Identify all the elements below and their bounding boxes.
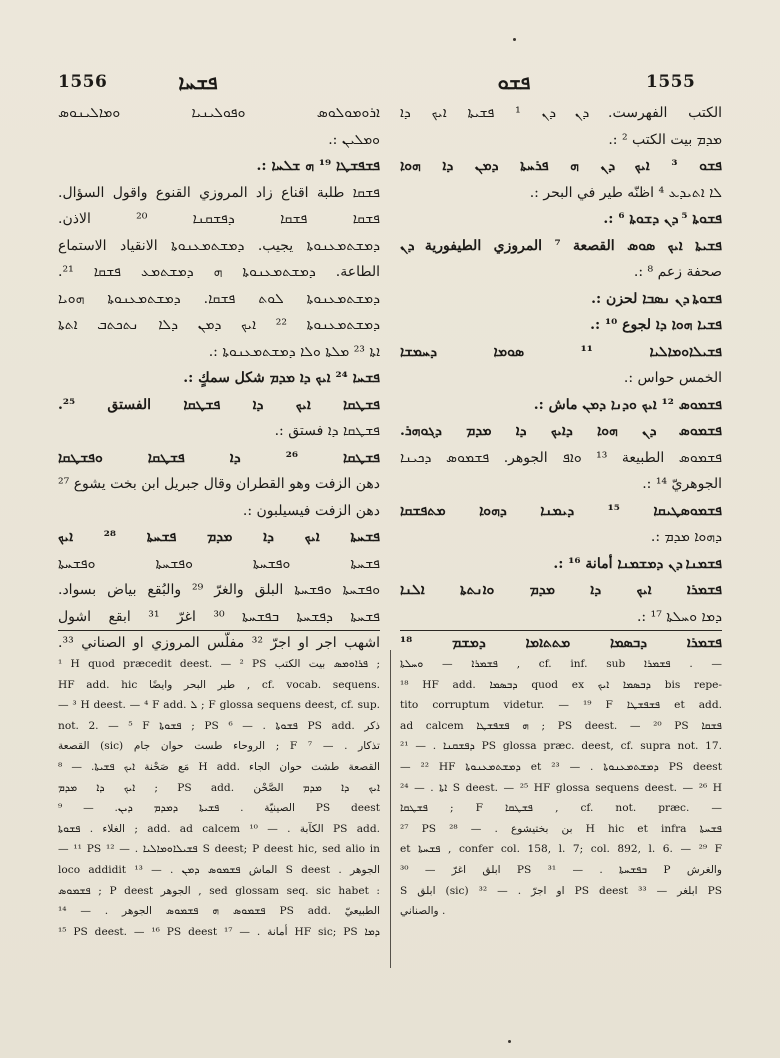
text-line: ܦܫܚܐ ²⁴ ܐܝܟ ܕܐ ܡܕܡ شكل سمكٍ :. <box>183 370 380 386</box>
text-line: ܦܫܦܫܛܐ ¹⁹ ܗ ܫܠܚܐ :. <box>256 158 380 174</box>
right-page-number: 1555 <box>646 72 696 92</box>
text-line: صحفة زعم ⁸ :. <box>633 264 722 280</box>
text-line: ܦܫܘܬܐ ⁵ ܕܢ ܕܫܘܬܐ ⁶ :. <box>603 211 722 227</box>
text-line: ܦܫܘ ³ ܐܝܟ ܕܢ ܗ ܦܪܚܬܐ ܕܡܢ ܕܐ ܗܘܐ <box>400 158 722 174</box>
right-text-column <box>400 100 722 657</box>
left-running-headword: ܦܫܚܐ <box>178 70 218 94</box>
text-line: ܡܕܡ بيت الكتب ² :. <box>608 131 722 148</box>
text-line: ܦܫܡܘܣܛܝܩܐ ¹⁵ ܕܝܡܢܐ ܕܗܘܐ ܡܬܦܫܩܐ <box>400 502 722 519</box>
text-line: الخمس حواس :. <box>623 370 722 386</box>
text-line: ܕܡܫܬܡܥܢܘܬܐ يجيب. ܕܡܫܬܡܥܢܘܬܐ الانقياد الاستماع <box>58 237 380 254</box>
left-footnote-rule <box>58 630 380 631</box>
text-line: ܦܫܡܘܣ الطبيعة ¹³ ܘܐܦ الجوهر. ܦܫܡܘܣ ܕܟܝܢܐ <box>400 449 722 466</box>
text-line: ܦܫܡܘܣ ܕܢ ܗܘܐ ܕܐܝܟ ܕܐ ܡܕܡ ܕܓܘܗܪ. <box>400 423 722 439</box>
footnote-line: et ܦܫܚܬܐ , confer col. 158, l. 7; col. 892, l. 6. — ²⁹ F <box>400 843 722 856</box>
text-line: الكتب الفهرست. ܕܢ ܕܢ ¹ ܦܫܝܬܐ ܐܝܟ ܕܐ <box>400 105 722 121</box>
print-mark-bottom <box>508 1040 511 1043</box>
text-line: دهن الزفت وهو القطران وقال جبريل ابن بخت يشوع ²⁷ <box>58 476 380 492</box>
text-line: ܦܫܛܩܐ ܐܝܟ ܕܐ ܦܫܛܩܐ الفستق ²⁵. <box>58 396 380 413</box>
print-mark-top <box>513 38 516 41</box>
text-line: ܦܫܛܩܐ ²⁶ ܕܐ ܦܫܛܩܐ ܘܦܫܛܩܐ <box>58 449 380 466</box>
footnote-line: ²⁷ PS بن بختيشوع . — ²⁸ H hic et infra ܦܫܚܬܐ <box>400 822 722 835</box>
text-line: ܐܬܐ ²³ ܡܠܬܐ ܘܠܐ ܕܡܫܬܡܥܢܘܬܐ :. <box>208 343 380 360</box>
text-line: ܦܫܩܐ طلبة اقناع زاد المروزي القنوع واقول السؤال. <box>58 184 380 201</box>
text-line: ܦܫܘܬܐ ܕܢ ܢܣܒܐ لحزن :. <box>591 290 722 307</box>
text-line: ܕܡܫܬܡܥܢܘܬܐ ²² ܐܝܟ ܕܡܢ ܕܠܐ ܢܬܟܬܒ ܐܬܬܐ <box>58 317 380 333</box>
text-line: الطاعة. ܕܡܫܬܡܥܢܘܬܐ ܗ ܕܡܫܬܡܥ ܦܫܩܐ ²¹. <box>58 264 380 280</box>
footnote-line: ܐܝܟ ܕܐ ܡܕܡ ; PS add. ܐܝܟ ܕܐ ܡܕܡ الصَّحْن <box>58 781 380 794</box>
footnote-line: ابلق اغرّ — ³⁰ PS ܒܦܫܚܬܐ . — ³¹ P والغرش <box>400 863 722 876</box>
text-line: ܦܫܝܠܐܘܡܐܠܝܐ ¹¹ ܣܘܡܐ ܕܚܡܫܐ <box>400 343 722 360</box>
footnote-column-divider <box>390 650 391 968</box>
footnote-line: ܦܫܡܘܣ ܗ ܦܫܡܘܣ الجوهر . — ¹⁴ PS add. الطبيعيّ <box>58 905 380 918</box>
footnote-line: ܦܫܛܩܐ ; F ܦܫܛܩܐ , cf. not. præc. — <box>400 802 722 815</box>
footnote-line: — ²² HF ܕܡܫܬܡܥܢܘܬܐ et ܕܡܫܬܡܥܢܘܬܐ . — ²³ PS deest <box>400 760 722 773</box>
left-footnotes <box>58 654 380 942</box>
footnote-line: — ³ H deest. — ⁴ F add. ܠ ; F glossa sequens deest, cf. sup. <box>58 699 380 712</box>
footnote-line: not. 2. — ⁵ F ܦܫܘܬܐ ; PS ܦܫܘܬܐ . — ⁶ PS add. ذكر <box>58 719 380 732</box>
footnote-line: الغلاء . ܦܫܘܬܐ ; add. ad calcem الكآبة . — ¹⁰ PS add. <box>58 822 380 835</box>
left-page-number: 1556 <box>58 72 108 92</box>
footnote-line: ad calcem ܗ ܦܫܦܫܛܐ ; PS deest. — ²⁰ PS ܦܫܩܐ <box>400 719 722 732</box>
text-line: ܦܫܡܪܐ ܐܝܟ ܕܐ ܡܕܡ ܘܐܢܬܬܐ ܐܠܢܐ <box>400 582 722 598</box>
text-line: الجوهريّ ¹⁴ :. <box>642 476 722 492</box>
text-line: ܦܫܡܘܣ ¹² ܐܝܟ ܘܕܢܐ ܕܡܢ ماش :. <box>533 396 722 413</box>
footnote-line: HF add. hic طير البحر وايضًا , cf. vocab. sequens. <box>58 678 380 691</box>
text-line: ܕܡܐ ܘܚܠܬܐ ¹⁷ :. <box>636 608 722 625</box>
text-line: ܦܫܝܐ ܗܘܐ ܕܐ لجوع ¹⁰ :. <box>590 317 722 333</box>
text-line: ܘܡܠܝܢ :. <box>328 131 380 148</box>
text-line: ܠܐ ܐܬܝܕܥ ⁴ اظنّه طير في البحر :. <box>529 184 722 201</box>
footnote-line: ܦܫܡܪܐ — ܘܚܠܬܐ , cf. inf. sub ܦܫܡܪܐ . — <box>400 658 722 670</box>
text-line: ܦܫܡܢܐ ܕܢ ܕܡܫܡܢܐ أمانة ¹⁶ :. <box>553 555 722 572</box>
text-line: ܕܗܘܐ ܡܕܡ :. <box>650 529 722 545</box>
right-footnote-rule <box>400 630 722 631</box>
footnote-line: ܐܬܐ . — ²⁴ S deest. — ²⁵ HF glossa sequens deest. — ²⁶ H <box>400 781 722 794</box>
text-line: ܘܦܫܚܬܐ ܘܦܫܚܬܐ البلق والغرّ ²⁹ والبُقع بياض بسواد. <box>58 582 380 598</box>
footnote-line: ¹⁵ PS deest. — ¹⁶ PS deest أمانة . — ¹⁷ HF sic; PS ܕܡܐ <box>58 925 380 938</box>
text-line: ܦܫܚܬܐ ܘܦܫܚܬܐ ܘܦܫܚܬܐ ܘܦܫܚܬܐ <box>58 555 380 572</box>
footnote-line: ܕܦܫܩܢܐ . — ²¹ PS glossa præc. deest, cf. supra not. 17. <box>400 740 722 753</box>
text-line: ܦܫܛܩܐ ܕܐ فستق :. <box>274 423 380 439</box>
text-line: اشهب اجر او اجرّ ³² مفلّس المروزي او الصناني ³³. <box>58 635 380 651</box>
text-line: ܐܪܘܡܘܠܘܣ ܘܦܘܠܝܢܝܐ ܘܡܐܠܝܢܘܣ <box>58 105 380 121</box>
footnote-line: S ابلق (sic) او اجرّ . — ³² PS deest ابلغر — ³³ PS <box>400 884 722 897</box>
left-text-column <box>58 100 380 657</box>
footnote-line: ¹⁸ HF add. ܕܒܣܡܐ quod ex ܕܒܣܡܐ ܐܝܟ bis repe- <box>400 678 722 691</box>
text-line: ܦܫܡܪܐ ܕܒܣܡܐ ܡܬܬܐܡܐ ܕܡܫܡ ¹⁸ <box>400 635 722 651</box>
footnote-line: ܦܫܡܘܣ ; P deest الجوهر , sed glossam seq. sic habet : <box>58 884 380 897</box>
right-running-headword: ܦܫܘ <box>497 70 531 94</box>
text-line: ܦܫܩܐ ܦܫܩܐ ܕܦܫܩܢܐ ²⁰ الاذن. <box>58 211 380 227</box>
footnote-line: tito corruptum videtur. — ¹⁹ F ܦܫܦܫܛܐ et add. <box>400 699 722 712</box>
footnote-line: loco addidit الماش ܦܫܡܘܣ ܕܡܢ . — ¹³ S deest . الجوهر <box>58 863 380 876</box>
text-line: ܦܫܚܬܐ ܕܦܫܚܬܐ ܒܦܫܚܬܐ ³⁰ اغرّ ³¹ ابقع اشول <box>58 608 380 625</box>
text-line: ܕܡܫܬܡܥܢܘܬܐ ܠܘܬ ܦܫܩܐ. ܕܡܫܬܡܥܢܘܬܐ ܗܘܝܐ <box>58 290 380 307</box>
text-line: ܦܫܝܬܐ ܐܝܟ ܣܘܣ القصعة ⁷ المروزي الطيفورية ܕܢ <box>400 237 722 254</box>
footnote-line: ¹ H quod præcedit deest. — ² PS ܦܪܐܘܡܣ بيت الكتب ; <box>58 658 380 670</box>
footnote-line: القصعة (sic) الروحاء طست حوان جام ; F ⁷ — . تذكار <box>58 740 380 753</box>
text-line: ܦܫܚܬܐ ܐܝܟ ܕܐ ܡܕܡ ܦܫܚܬܐ ²⁸ ܐܝܟ <box>58 529 380 545</box>
text-line: دهن الزفت فيسيلبون :. <box>242 502 380 519</box>
footnote-line: والصناني . <box>400 905 446 918</box>
right-footnotes <box>400 654 722 922</box>
footnote-line: — ¹¹ PS ܦܫܝܠܐܘܡܐܠܝܐ . — ¹² S deest; P deest hic, sed alio in <box>58 843 380 856</box>
footnote-line: مَع صَحْنة ܐܝܟ ܦܫܝܬܐ. — ⁸ H add. القصعة طشت حوان الجاء <box>58 760 380 773</box>
footnote-line: الصينيّة . ܦܫܝܬܐ ܕܡܕܡ ܕܝܢ. — ⁹ PS deest <box>58 802 380 815</box>
